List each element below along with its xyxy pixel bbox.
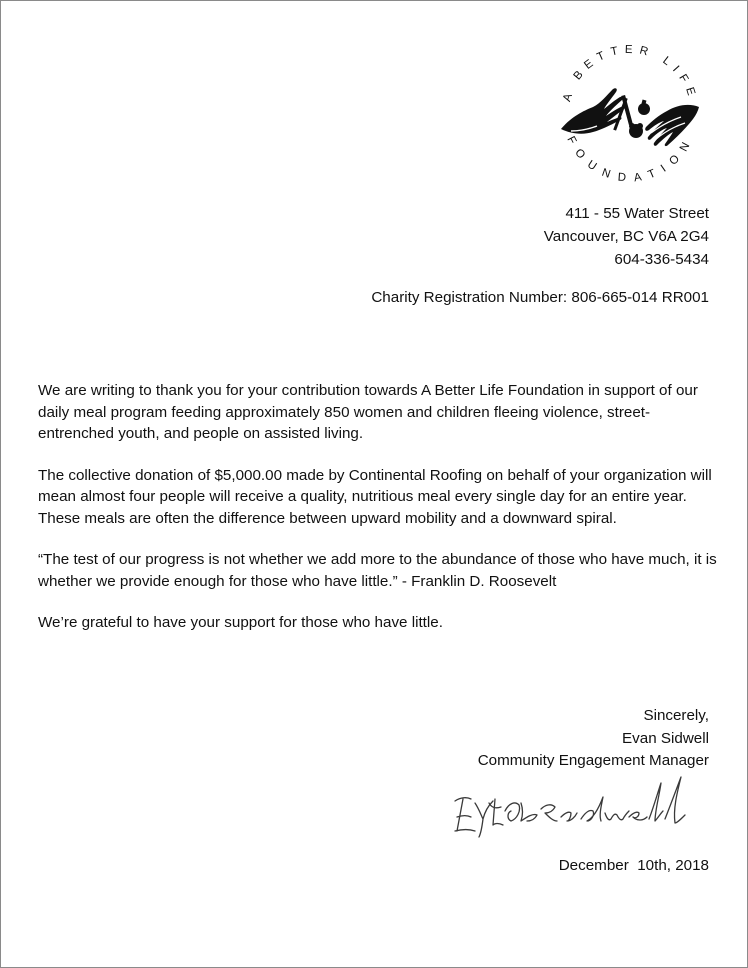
address-city: Vancouver, BC V6A 2G4 [543,228,709,245]
charity-registration-number: Charity Registration Number: 806-665-014 RR001 [371,289,709,306]
letter-paragraph: We are writing to thank you for your contribution towards A Better Life Foundation in support of our daily meal program feeding approximately 850 women and children fleeing violence, street-entrenched youth, and people on assisted living. [38,382,698,442]
letter-closing [478,705,709,773]
letter-quote-paragraph: “The test of our progress is not whether we add more to the abundance of those who have much, it is whether we provide enough for those who have little.” - Franklin D. Roosevelt [38,551,717,590]
address-street: 411 - 55 Water Street [565,205,709,222]
foundation-logo [549,33,711,195]
handwritten-signature [449,773,699,843]
logo-top-text: A BETTER LIFE [561,43,699,104]
letter-date: December 10th, 2018 [558,857,709,874]
closing-salutation: Sincerely, [643,707,709,724]
signer-title: Community Engagement Manager [477,752,709,769]
logo-bottom-text: FOUNDATION [564,134,696,185]
letter-paragraph: The collective donation of $5,000.00 made by Continental Roofing on behalf of your organization will mean almost four people will receive a quality, nutritious meal every single day for an entire year. These meals are often the difference between upward mobility and a downward spiral. [38,466,712,527]
organization-address [544,202,709,271]
organization-phone: 604-336-5434 [614,251,709,268]
letter-paragraph: We’re grateful to have your support for those who have little. [38,614,443,631]
foundation-logo-graphic [549,33,711,195]
signer-name: Evan Sidwell [622,729,709,747]
letter-body [38,380,718,654]
